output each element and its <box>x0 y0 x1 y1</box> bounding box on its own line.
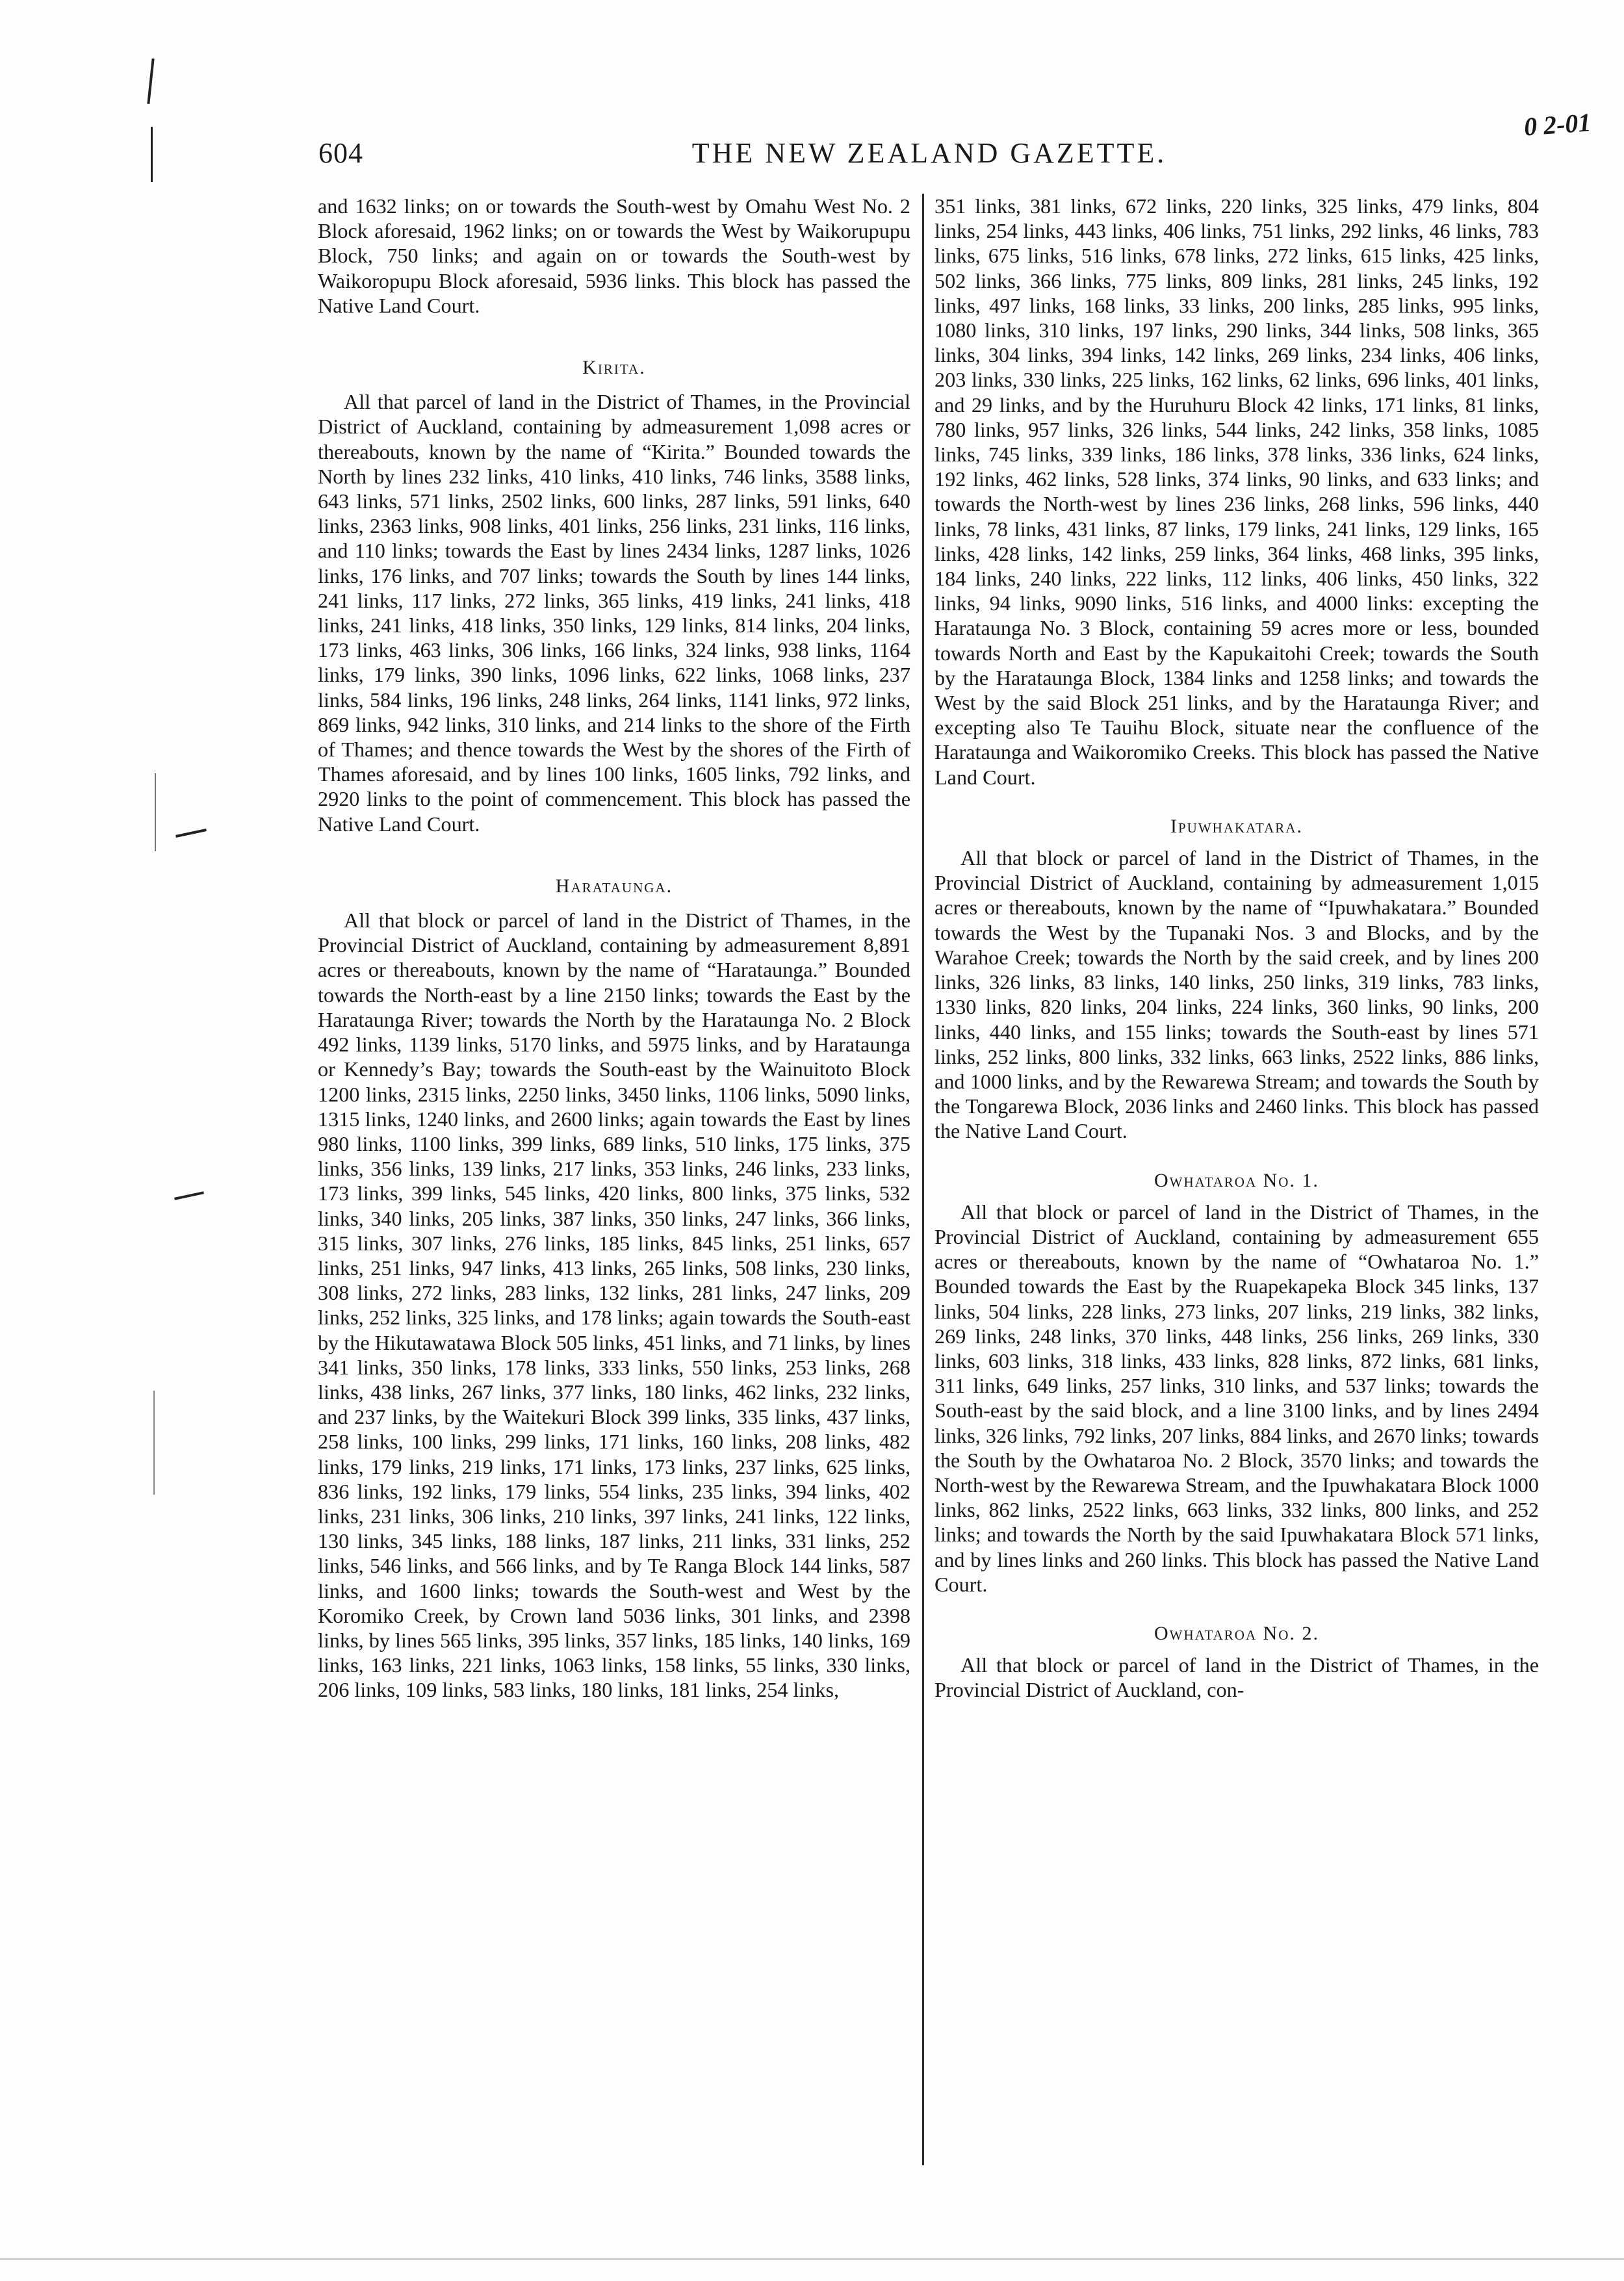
continued-paragraph: and 1632 links; on or towards the South-west by Omahu West No. 2 Block aforesaid, 1962 links; on or towards the West by Waikorupupu Block, 750 links; and again on or towards the South-west by Waikoropupu Block aforesaid, 5936 links. This block has passed the Native Land Court. <box>318 194 910 317</box>
corner-handwritten-mark: 0 2-01 <box>1523 107 1592 142</box>
margin-mark-dash-1 <box>175 829 207 838</box>
owhataroa-2-description: All that block or parcel of land in the District of Thames, in the Provincial District of Auckland, con- <box>934 1653 1539 1702</box>
left-column <box>318 194 910 1703</box>
running-title: THE NEW ZEALAND GAZETTE. <box>691 137 1167 169</box>
scan-bottom-edge <box>0 2258 1624 2260</box>
section-heading-owhataroa-2: Owhataroa No. 2. <box>1154 1622 1319 1644</box>
margin-mark-dash-2 <box>174 1191 204 1200</box>
page-header <box>318 136 1540 182</box>
margin-mark-line-2 <box>153 1391 155 1495</box>
ipuwhakatara-description: All that block or parcel of land in the District of Thames, in the Provincial District of Auckland, containing by admeasurement 1,015 acres or thereabouts, known by the name of “Ipuwhakatara.” Bounded towards the West by the Tupanaki Nos. 3 and Blocks, and by the Warahoe Creek; towards the North by the said creek, and by lines 200 links, 326 links, 83 links, 140 links, 250 links, 319 links, 783 links, 1330 links, 820 links, 204 links, 224 links, 360 links, 90 links, 200 links, 440 links, and 155 links; towards the South-east by lines 571 links, 252 links, 800 links, 332 links, 663 links, 2522 links, 886 links, and 1000 links, and by the Rewarewa Stream; and towards the South by the Tongarewa Block, 2036 links and 2460 links. This block has passed the Native Land Court. <box>934 846 1539 1143</box>
section-heading-harataunga: Harataunga. <box>555 875 673 897</box>
section-heading-kirita: Kirita. <box>582 357 646 379</box>
harataunga-description: All that block or parcel of land in the District of Thames, in the Provincial District of Auckland, containing by admeasurement 8,891 acres or thereabouts, known by the name of “Harataunga.” Bounded towards the North-east by a line 2150 links; towards the East by the Harataunga River; towards the North by the Harataunga No. 2 Block 492 links, 1139 links, 5170 links, and 5975 links, and by Harataunga or Kennedy’s Bay; towards the South-east by the Wainuitoto Block 1200 links, 2315 links, 2250 links, 3450 links, 1106 links, 5090 links, 1315 links, 1240 links, and 2600 links; again towards the East by lines 980 links, 1100 links, 399 links, 689 links, 510 links, 175 links, 375 links, 356 links, 139 links, 217 links, 353 links, 246 links, 233 links, 173 links, 399 links, 545 links, 420 links, 800 links, 375 links, 532 links, 340 links, 205 links, 387 links, 350 links, 247 links, 366 links, 315 links, 307 links, 276 links, 185 links, 845 links, 251 links, 657 links, 251 links, 947 links, 413 links, 265 links, 508 links, 230 links, 308 links, 272 links, 283 links, 132 links, 281 links, 247 links, 209 links, 252 links, 325 links, and 178 links; again towards the South-east by the Hikutawatawa Block 505 links, 451 links, and 71 links, by lines 341 links, 350 links, 178 links, 333 links, 550 links, 253 links, 268 links, 438 links, 267 links, 377 links, 180 links, 462 links, 232 links, and 237 links, by the Waitekuri Block 399 links, 335 links, 437 links, 258 links, 100 links, 299 links, 171 links, 160 links, 208 links, 482 links, 179 links, 219 links, 171 links, 173 links, 237 links, 625 links, 836 links, 192 links, 179 links, 554 links, 235 links, 394 links, 402 links, 231 links, 306 links, 210 links, 397 links, 241 links, 122 links, 130 links, 345 links, 188 links, 187 links, 211 links, 331 links, 252 links, 546 links, and 566 links, and by Te Ranga Block 144 links, 587 links, and 1600 links; towards the South-west and West by the Koromiko Creek, by Crown land 5036 links, 301 links, and 2398 links, by lines 565 links, 395 links, 357 links, 185 links, 140 links, 169 links, 163 links, 221 links, 1063 links, 158 links, 55 links, 330 links, 206 links, 109 links, 583 links, 180 links, 181 links, 254 links, <box>318 909 910 1702</box>
column-divider <box>922 194 924 2165</box>
harataunga-continued: 351 links, 381 links, 672 links, 220 links, 325 links, 479 links, 804 links, 254 links, 443 links, 406 links, 751 links, 292 links, 46 links, 783 links, 675 links, 516 links, 678 links, 272 links, 615 links, 425 links, 502 links, 366 links, 775 links, 809 links, 281 links, 245 links, 192 links, 497 links, 168 links, 33 links, 200 links, 285 links, 995 links, 1080 links, 310 links, 197 links, 290 links, 344 links, 508 links, 365 links, 304 links, 394 links, 142 links, 269 links, 234 links, 406 links, 203 links, 330 links, 225 links, 162 links, 62 links, 696 links, 401 links, and 29 links, and by the Huruhuru Block 42 links, 171 links, 81 links, 780 links, 957 links, 326 links, 544 links, 242 links, 358 links, 1085 links, 745 links, 339 links, 186 links, 378 links, 336 links, 624 links, 192 links, 462 links, 528 links, 374 links, 90 links, and 633 links; and towards the North-west by lines 236 links, 268 links, 596 links, 440 links, 78 links, 431 links, 87 links, 179 links, 241 links, 129 links, 165 links, 428 links, 142 links, 259 links, 364 links, 468 links, 395 links, 184 links, 240 links, 222 links, 112 links, 406 links, 450 links, 322 links, 94 links, 9090 links, 516 links, and 4000 links: excepting the Harataunga No. 3 Block, containing 59 acres more or less, bounded towards North and East by the Kapukaitohi Creek; towards the South by the Harataunga Block, 1384 links and 1258 links; and towards the West by the said Block 251 links, and by the Harataunga River; and excepting also Te Tauihu Block, situate near the confluence of the Harataunga and Waikoromiko Creeks. This block has passed the Native Land Court. <box>934 194 1539 789</box>
section-heading-owhataroa-1: Owhataroa No. 1. <box>1154 1169 1319 1191</box>
margin-mark-vertical <box>151 127 153 182</box>
page-number: 604 <box>318 137 363 169</box>
right-column <box>934 194 1539 1703</box>
owhataroa-1-description: All that block or parcel of land in the District of Thames, in the Provincial District of Auckland, containing by admeasurement 655 acres or thereabouts, known by the name of “Owhataroa No. 1.” Bounded towards the East by the Ruapekapeka Block 345 links, 137 links, 504 links, 228 links, 273 links, 207 links, 219 links, 382 links, 269 links, 248 links, 370 links, 448 links, 256 links, 269 links, 330 links, 603 links, 318 links, 433 links, 828 links, 872 links, 681 links, 311 links, 649 links, 257 links, 310 links, and 537 links; towards the South-east by the said block, and a line 3100 links, and by lines 2494 links, 326 links, 792 links, 207 links, 884 links, and 2670 links; towards the South by the Owhataroa No. 2 Block, 3570 links; and towards the North-west by the Rewarewa Stream, and the Ipuwhakatara Block 1000 links, 862 links, 2522 links, 663 links, 332 links, 800 links, and 252 links; and towards the North by the said Ipuwhakatara Block 571 links, and by lines links and 260 links. This block has passed the Native Land Court. <box>934 1200 1539 1596</box>
kirita-description: All that parcel of land in the District of Thames, in the Provincial District of Auckland, containing by admeasurement 1,098 acres or thereabouts, known by the name of “Kirita.” Bounded towards the North by lines 232 links, 410 links, 410 links, 746 links, 3588 links, 643 links, 571 links, 2502 links, 600 links, 287 links, 591 links, 640 links, 2363 links, 908 links, 401 links, 256 links, 231 links, 116 links, and 110 links; towards the East by lines 2434 links, 1287 links, 1026 links, 176 links, and 707 links; towards the South by lines 144 links, 241 links, 117 links, 272 links, 365 links, 419 links, 241 links, 418 links, 241 links, 418 links, 350 links, 129 links, 814 links, 204 links, 173 links, 463 links, 306 links, 166 links, 324 links, 938 links, 1164 links, 179 links, 390 links, 1096 links, 622 links, 1068 links, 237 links, 584 links, 196 links, 248 links, 264 links, 1141 links, 972 links, 869 links, 942 links, 310 links, and 214 links to the shore of the Firth of Thames; and thence towards the West by the shores of the Firth of Thames aforesaid, and by lines 100 links, 1605 links, 792 links, and 2920 links to the point of commencement. This block has passed the Native Land Court. <box>318 390 910 836</box>
margin-mark-line-1 <box>155 773 156 851</box>
section-heading-ipuwhakatara: Ipuwhakatara. <box>1170 815 1303 837</box>
margin-mark-top <box>147 58 154 104</box>
